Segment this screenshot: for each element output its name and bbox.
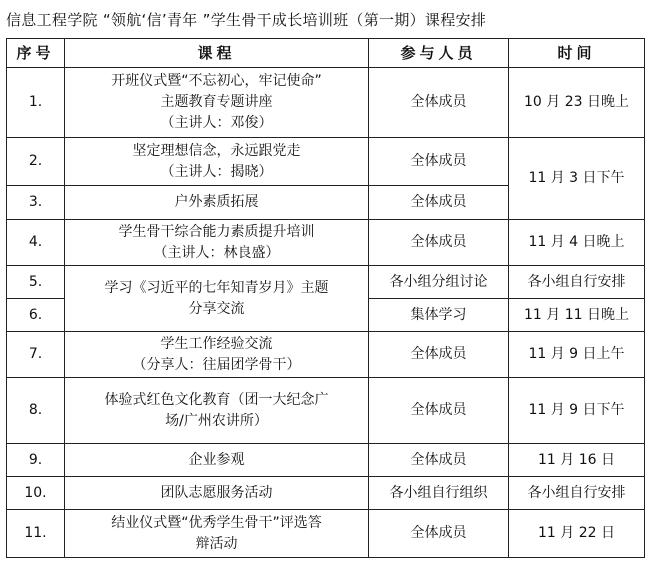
table-row (7, 68, 645, 138)
course-line: 企业参观 (188, 451, 245, 468)
course-cell (65, 68, 369, 138)
course-line: 辩活动 (195, 535, 238, 552)
course-line: （分享人：往届团学骨干） (132, 356, 301, 373)
course-cell (65, 444, 369, 477)
row-number: 10. (7, 477, 65, 510)
row-number: 2. (7, 138, 65, 186)
course-cell (65, 266, 369, 332)
table-row (7, 220, 645, 266)
course-line: 学习《习近平的七年知青岁月》主题 (104, 279, 329, 296)
document-title: 信息工程学院 “领航‘信’青年 ”学生骨干成长培训班（第一期）课程安排 (6, 11, 487, 29)
row-number: 1. (7, 68, 65, 138)
table-row (7, 378, 645, 444)
time-cell: 11 月 9 日下午 (509, 378, 645, 444)
course-cell (65, 378, 369, 444)
participants-cell: 全体成员 (369, 378, 509, 444)
participants-cell: 各小组自行组织 (369, 477, 509, 510)
schedule-table (6, 38, 645, 558)
header-no: 序号 (7, 39, 65, 68)
row-number: 11. (7, 510, 65, 558)
table-row (7, 510, 645, 558)
row-number: 7. (7, 332, 65, 378)
course-cell (65, 186, 369, 220)
header-row (7, 39, 645, 68)
header-participants: 参与人员 (369, 39, 509, 68)
time-cell: 11 月 16 日 (509, 444, 645, 477)
participants-cell: 全体成员 (369, 332, 509, 378)
time-cell: 11 月 22 日 (509, 510, 645, 558)
header-course: 课程 (65, 39, 369, 68)
course-line: 分享交流 (188, 300, 245, 317)
course-cell (65, 332, 369, 378)
time-cell: 各小组自行安排 (509, 477, 645, 510)
course-line: 体验式红色文化教育（团一大纪念广 (104, 391, 329, 408)
participants-cell: 全体成员 (369, 68, 509, 138)
time-cell: 11 月 9 日上午 (509, 332, 645, 378)
table-row (7, 332, 645, 378)
course-line: 开班仪式暨“不忘初心，牢记使命” (111, 73, 322, 89)
participants-cell: 全体成员 (369, 186, 509, 220)
time-cell: 11 月 4 日晚上 (509, 220, 645, 266)
time-cell: 10 月 23 日晚上 (509, 68, 645, 138)
participants-cell: 各小组分组讨论 (369, 266, 509, 299)
row-number: 3. (7, 186, 65, 220)
table-row (7, 477, 645, 510)
participants-cell: 全体成员 (369, 220, 509, 266)
header-time: 时间 (509, 39, 645, 68)
table-row (7, 138, 645, 186)
row-number: 8. (7, 378, 65, 444)
participants-cell: 集体学习 (369, 299, 509, 332)
time-cell: 11 月 11 日晚上 (509, 299, 645, 332)
course-line: （主讲人：林良盛） (153, 244, 280, 261)
course-line: 坚定理想信念，永远跟党走 (132, 142, 301, 159)
table-row (7, 444, 645, 477)
course-line: 团队志愿服务活动 (160, 484, 273, 501)
course-cell (65, 510, 369, 558)
participants-cell: 全体成员 (369, 444, 509, 477)
course-line: （主讲人：邓俊） (160, 115, 273, 131)
participants-cell: 全体成员 (369, 138, 509, 186)
time-cell: 11 月 3 日下午 (509, 138, 645, 220)
course-line: 主题教育专题讲座 (160, 94, 273, 110)
course-cell (65, 220, 369, 266)
course-line: 学生骨干综合能力素质提升培训 (118, 223, 315, 240)
course-cell (65, 477, 369, 510)
course-line: 结业仪式暨“优秀学生骨干”评选答 (111, 514, 322, 531)
row-number: 5. (7, 266, 65, 299)
course-line: 场/广州农讲所） (165, 412, 268, 429)
row-number: 6. (7, 299, 65, 332)
row-number: 4. (7, 220, 65, 266)
course-line: （主讲人：揭晓） (160, 163, 273, 180)
row-number: 9. (7, 444, 65, 477)
course-cell (65, 138, 369, 186)
table-row (7, 266, 645, 299)
course-line: 户外素质拓展 (174, 194, 259, 210)
time-cell: 各小组自行安排 (509, 266, 645, 299)
course-line: 学生工作经验交流 (160, 335, 273, 352)
participants-cell: 全体成员 (369, 510, 509, 558)
